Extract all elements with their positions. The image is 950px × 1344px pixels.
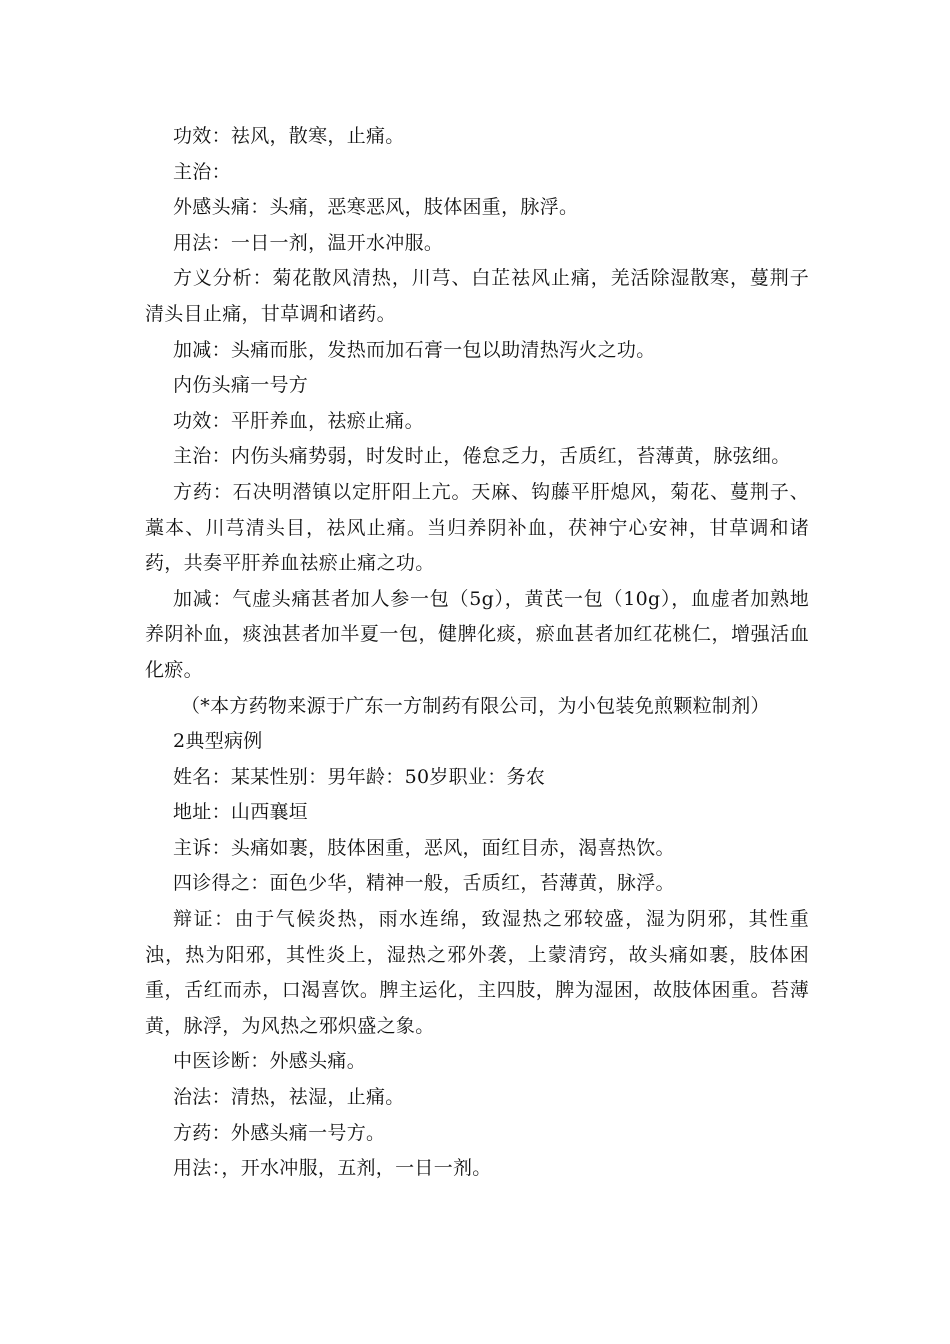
address-line: 地址：山西襄垣 [173, 801, 309, 824]
usage-line: 用法：一日一剂，温开水冲服。 [173, 231, 444, 254]
efficacy-line: 功效：祛风，散寒，止痛。 [173, 125, 405, 147]
internal-prescription-paragraph: 方药：石决明潜镇以定肝阳上亢。天麻、钩藤平肝熄风，菊花、蔓荆子、藁本、川芎清头目，祛风止痛。当归养阴补血，茯神宁心安神，甘草调和诸药，共奏平肝养血祛瘀止痛之功。 [145, 480, 809, 575]
internal-indication-line: 主治：内伤头痛势弱，时发时止，倦怠乏力，舌质红，苔薄黄，脉弦细。 [173, 445, 791, 468]
modification-line: 加减：头痛而胀，发热而加石膏一包以助清热泻火之功。 [173, 338, 656, 361]
internal-efficacy-line: 功效：平肝养血，祛瘀止痛。 [173, 409, 424, 432]
case-usage-line: 用法：，开水冲服，五剂，一日一剂。 [173, 1157, 492, 1180]
document-body [145, 119, 809, 1187]
internal-modification-paragraph: 加减：气虚头痛甚者加人参一包（5g），黄芪一包（10g），血虚者加熟地养阴补血，痰浊甚者加半夏一包，健脾化痰，瘀血甚者加红花桃仁，增强活血化瘀。 [145, 587, 809, 681]
chief-complaint-line: 主诉：头痛如裹，肢体困重，恶风，面红目赤，渴喜热饮。 [173, 836, 675, 859]
internal-formula-heading: 内伤头痛一号方 [173, 374, 309, 397]
prescription-line: 方药：外感头痛一号方。 [173, 1121, 386, 1144]
external-headache-line: 外感头痛：头痛，恶寒恶风，肢体困重，脉浮。 [173, 196, 579, 219]
formula-analysis-paragraph: 方义分析：菊花散风清热，川芎、白芷祛风止痛，羌活除湿散寒，蔓荆子清头目止痛，甘草调和诸药。 [145, 267, 809, 325]
patient-info-line: 姓名：某某性别：男年龄：50岁职业：务农 [173, 765, 546, 788]
four-diagnosis-line: 四诊得之：面色少华，精神一般，舌质红，苔薄黄，脉浮。 [173, 872, 675, 895]
case-section-heading: 2典型病例 [173, 730, 263, 753]
syndrome-differentiation-paragraph: 辩证：由于气候炎热，雨水连绵，致湿热之邪较盛，湿为阴邪，其性重浊，热为阳邪，其性炎上，湿热之邪外袭，上蒙清窍，故头痛如裹，肢体困重，舌红而赤，口渴喜饮。脾主运化，主四肢，脾为湿困，故肢体困重。苔薄黄，脉浮，为风热之邪炽盛之象。 [145, 908, 809, 1037]
indication-heading: 主治： [173, 160, 231, 183]
source-note: （*本方药物来源于广东一方制药有限公司，为小包装免煎颗粒制剂） [181, 694, 770, 717]
tcm-diagnosis-line: 中医诊断：外感头痛。 [173, 1050, 367, 1073]
treatment-method-line: 治法：清热，祛湿，止痛。 [173, 1086, 405, 1109]
